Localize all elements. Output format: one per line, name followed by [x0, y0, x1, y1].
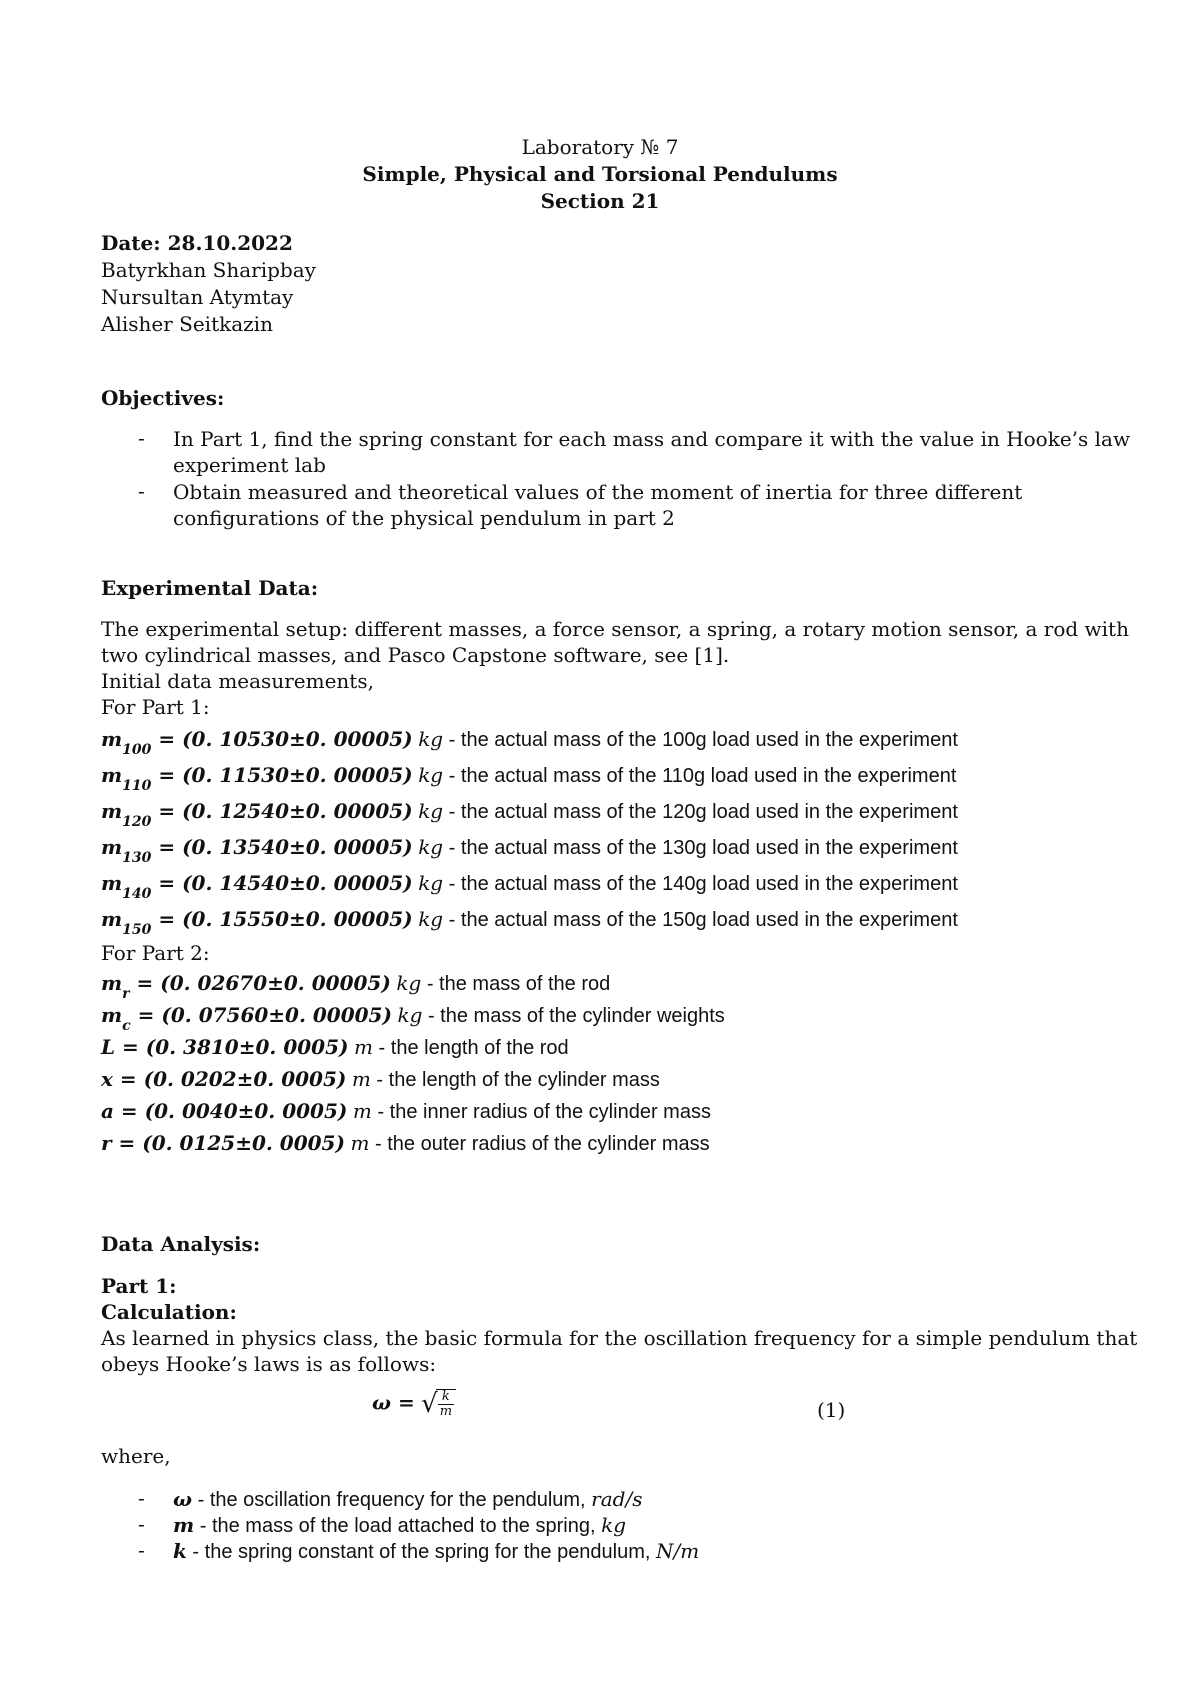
measurement-value: (0. 15550±0. 00005)	[182, 907, 413, 931]
measurement-description: - the length of the cylinder mass	[376, 1069, 660, 1091]
measurement-description: - the actual mass of the 100g load used in the experiment	[448, 729, 958, 751]
measurement-unit: m	[354, 1035, 373, 1059]
intro-line-1: As learned in physics class, the basic formula for the oscillation frequency for a simple pendulum that	[101, 1326, 1138, 1350]
measurement-description: - the actual mass of the 150g load used in the experiment	[448, 909, 958, 931]
equation-number: (1)	[817, 1398, 846, 1422]
where-label: where,	[101, 1444, 171, 1468]
author-3: Alisher Seitkazin	[101, 312, 273, 336]
definition-symbol: k	[173, 1539, 187, 1563]
experimental-heading: Experimental Data:	[101, 576, 319, 600]
measurement-row	[101, 1034, 569, 1061]
date-line: Date: 28.10.2022	[101, 231, 293, 255]
equals-sign: =	[115, 1035, 146, 1059]
part2-label: For Part 2:	[101, 941, 210, 965]
bullet-dash: -	[138, 1538, 145, 1562]
measurement-symbol: m	[101, 971, 123, 995]
measurement-symbol: m	[101, 907, 123, 931]
bullet-dash: -	[138, 1486, 145, 1510]
measurement-value: (0. 3810±0. 0005)	[145, 1035, 349, 1059]
equals-sign: =	[111, 1131, 143, 1155]
definition-unit: rad/s	[591, 1487, 643, 1511]
definition-text: - the oscillation frequency for the pendulum,	[192, 1489, 592, 1511]
part1-label: For Part 1:	[101, 695, 210, 719]
lab-subtitle: Simple, Physical and Torsional Pendulums	[362, 162, 838, 186]
objective-2-line-1: Obtain measured and theoretical values of the moment of inertia for three different	[173, 480, 1023, 504]
definition-unit: kg	[601, 1513, 626, 1537]
measurement-description: - the actual mass of the 130g load used in the experiment	[448, 837, 958, 859]
measurement-row	[101, 762, 957, 794]
measurement-symbol: m	[101, 763, 123, 787]
measurement-subscript: r	[122, 986, 130, 1002]
setup-line-2: two cylindrical masses, and Pasco Capstone software, see [1].	[101, 643, 730, 667]
measurement-description: - the actual mass of the 120g load used in the experiment	[448, 801, 958, 823]
fraction-denominator: m	[439, 1404, 453, 1419]
measurement-unit: kg	[418, 907, 444, 931]
measurement-unit: m	[350, 1131, 370, 1155]
definition-unit: N/m	[656, 1539, 700, 1563]
formula-omega	[372, 1389, 456, 1419]
objective-1-line-2: experiment lab	[173, 453, 326, 477]
equals-sign: =	[112, 1067, 144, 1091]
equals-sign: =	[113, 1099, 145, 1123]
measurement-unit: m	[351, 1067, 371, 1091]
measurement-row	[101, 726, 958, 758]
measurement-row	[101, 798, 958, 830]
measurement-unit: kg	[418, 835, 444, 859]
definition-symbol: m	[173, 1513, 195, 1537]
measurement-row	[101, 906, 958, 938]
measurement-symbol: m	[101, 835, 123, 859]
measurement-value: (0. 0040±0. 0005)	[144, 1099, 348, 1123]
sqrt-sign: √	[421, 1389, 438, 1419]
measurement-description: - the mass of the rod	[426, 973, 611, 995]
measurement-symbol: m	[101, 871, 123, 895]
definition-text: - the mass of the load attached to the spring,	[194, 1515, 602, 1537]
measurement-unit: kg	[418, 727, 444, 751]
sqrt-radicand	[436, 1389, 456, 1419]
calculation-heading: Calculation:	[101, 1300, 237, 1324]
part1-heading: Part 1:	[101, 1274, 177, 1298]
measurement-subscript: 140	[122, 886, 152, 902]
measurement-subscript: c	[122, 1018, 131, 1034]
equals-sign: =	[151, 871, 183, 895]
measurement-subscript: 100	[122, 742, 152, 758]
measurement-row	[101, 1066, 660, 1093]
measurement-unit: kg	[397, 1003, 423, 1027]
section-label: Section 21	[540, 189, 660, 213]
author-2: Nursultan Atymtay	[101, 285, 294, 309]
measurement-unit: kg	[418, 799, 444, 823]
intro-line-2: obeys Hooke’s laws is as follows:	[101, 1352, 437, 1376]
equals-sign: =	[151, 727, 183, 751]
measurement-row	[101, 1130, 710, 1157]
equals-sign: =	[151, 835, 183, 859]
measurement-row	[101, 870, 958, 902]
measurement-value: (0. 13540±0. 00005)	[182, 835, 413, 859]
lab-title: Laboratory № 7	[521, 135, 679, 159]
measurement-value: (0. 0202±0. 0005)	[143, 1067, 347, 1091]
objectives-heading: Objectives:	[101, 386, 225, 410]
measurement-value: (0. 12540±0. 00005)	[182, 799, 413, 823]
setup-line-3: Initial data measurements,	[101, 669, 374, 693]
definition-text: - the spring constant of the spring for the pendulum,	[186, 1541, 657, 1563]
measurement-unit: kg	[396, 971, 422, 995]
measurement-symbol: r	[101, 1131, 112, 1155]
measurement-subscript: 150	[122, 922, 152, 938]
measurement-subscript: 130	[122, 850, 152, 866]
measurement-symbol: a	[101, 1099, 114, 1123]
equals-sign: =	[151, 799, 183, 823]
measurement-row	[101, 1098, 711, 1125]
measurement-row	[101, 970, 611, 1002]
definition-symbol: ω	[173, 1487, 193, 1511]
measurement-subscript: 120	[122, 814, 152, 830]
measurement-subscript: 110	[122, 778, 152, 794]
measurement-unit: kg	[418, 763, 444, 787]
equals-sign: =	[151, 763, 183, 787]
measurement-row	[101, 1002, 725, 1034]
setup-line-1: The experimental setup: different masses, a force sensor, a spring, a rotary motion sensor, a rod with	[101, 617, 1129, 641]
measurement-symbol: L	[101, 1035, 116, 1059]
measurement-value: (0. 07560±0. 00005)	[161, 1003, 392, 1027]
measurement-value: (0. 02670±0. 00005)	[160, 971, 391, 995]
bullet-dash: -	[138, 426, 145, 450]
measurement-description: - the actual mass of the 110g load used in the experiment	[448, 765, 957, 787]
definition-item	[173, 1486, 642, 1513]
equals-sign: =	[151, 907, 183, 931]
measurement-description: - the inner radius of the cylinder mass	[377, 1101, 711, 1123]
definition-item	[173, 1538, 699, 1565]
measurement-description: - the outer radius of the cylinder mass	[375, 1133, 710, 1155]
measurement-description: - the mass of the cylinder weights	[427, 1005, 725, 1027]
measurement-unit: m	[352, 1099, 372, 1123]
measurement-description: - the actual mass of the 140g load used in the experiment	[448, 873, 958, 895]
objective-1-line-1: In Part 1, find the spring constant for each mass and compare it with the value in Hooke’s law	[173, 427, 1131, 451]
measurement-description: - the length of the rod	[378, 1037, 569, 1059]
measurement-symbol: m	[101, 1003, 123, 1027]
bullet-dash: -	[138, 479, 145, 503]
measurement-value: (0. 14540±0. 00005)	[182, 871, 413, 895]
fraction	[438, 1390, 454, 1419]
measurement-symbol: m	[101, 727, 123, 751]
formula-lhs: ω =	[372, 1390, 415, 1415]
measurement-row	[101, 834, 958, 866]
analysis-heading: Data Analysis:	[101, 1232, 261, 1256]
fraction-numerator: k	[438, 1390, 454, 1405]
measurement-symbol: m	[101, 799, 123, 823]
author-1: Batyrkhan Sharipbay	[101, 258, 316, 282]
definition-item	[173, 1512, 626, 1539]
objective-2-line-2: configurations of the physical pendulum in part 2	[173, 506, 675, 530]
equals-sign: =	[130, 1003, 162, 1027]
measurement-value: (0. 0125±0. 0005)	[142, 1131, 345, 1155]
measurement-unit: kg	[418, 871, 444, 895]
measurement-value: (0. 10530±0. 00005)	[182, 727, 413, 751]
bullet-dash: -	[138, 1512, 145, 1536]
measurement-symbol: x	[101, 1067, 113, 1091]
measurement-value: (0. 11530±0. 00005)	[182, 763, 413, 787]
equals-sign: =	[129, 971, 161, 995]
